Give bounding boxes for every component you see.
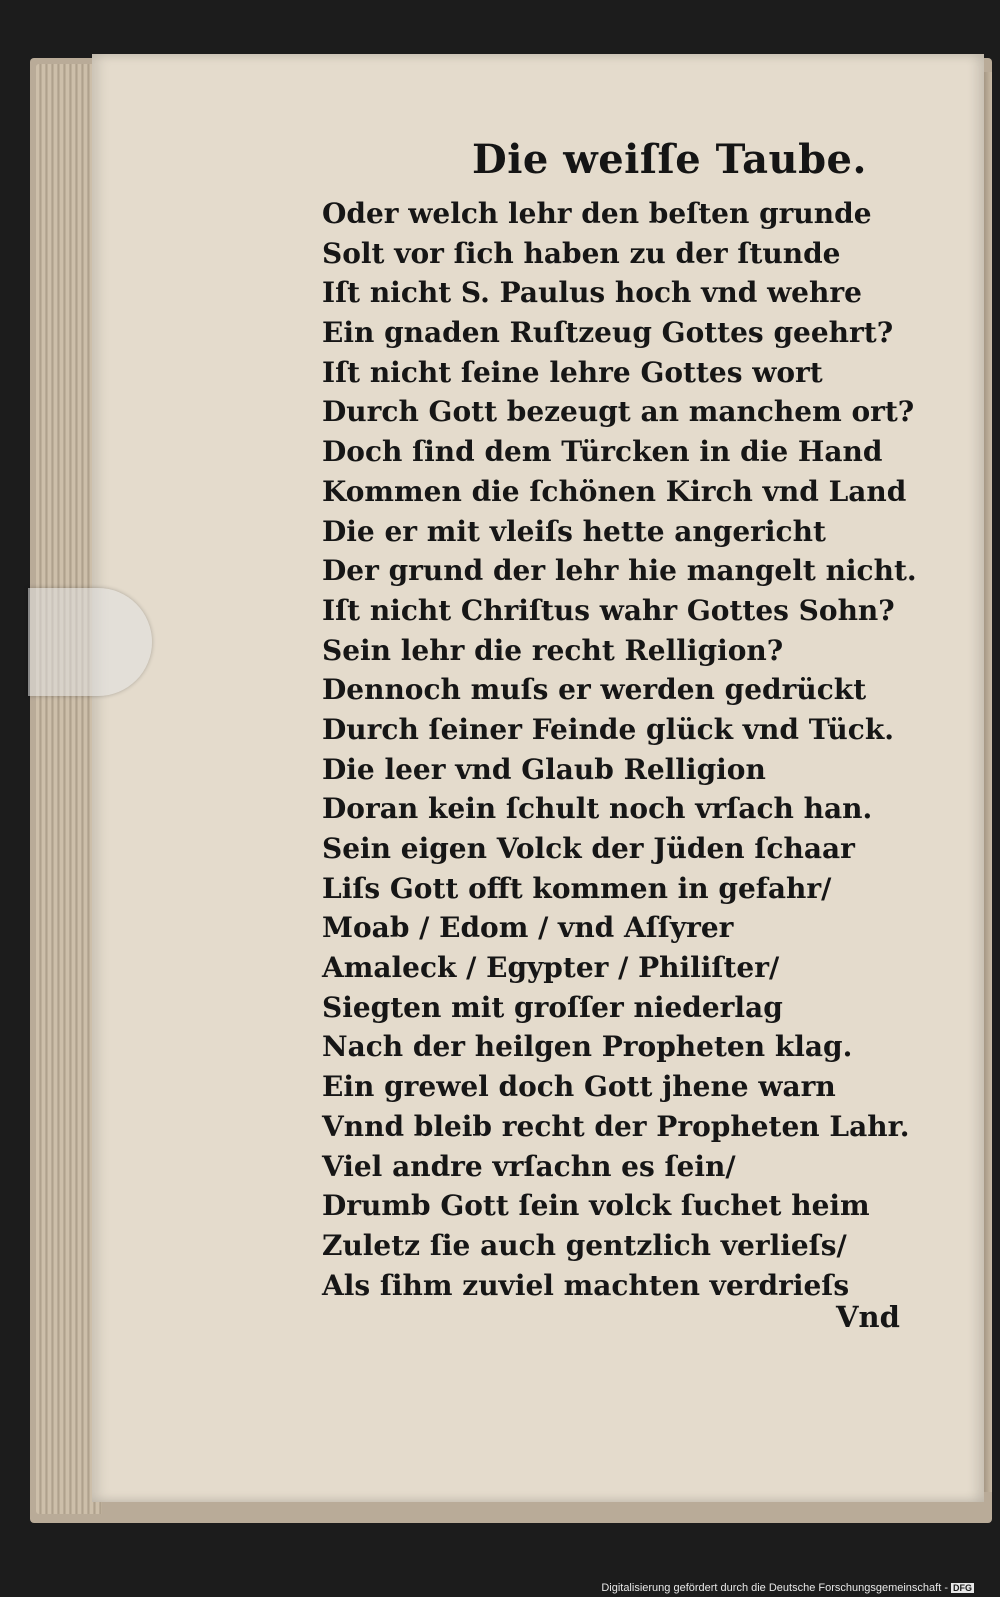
verse-text bbox=[322, 194, 917, 1305]
verse-line: Oder welch lehr den beſten grunde bbox=[322, 197, 872, 230]
verse-line: Iſt nicht S. Paulus hoch vnd wehre bbox=[322, 276, 862, 310]
funding-credit bbox=[601, 1582, 974, 1594]
verse-line: Kommen die ſchönen Kirch vnd Land bbox=[322, 474, 907, 508]
verse-line: Durch Gott bezeugt an manchem ort? bbox=[322, 395, 915, 429]
verse-line: Durch ſeiner Feinde glück vnd Tück. bbox=[322, 712, 894, 746]
verse-line: Doch ſind dem Türcken in die Hand bbox=[322, 435, 883, 469]
page-clip bbox=[28, 588, 152, 696]
running-header: Die weiſſe Taube. bbox=[472, 136, 867, 183]
funding-credit-text: Digitalisierung gefördert durch die Deutsche Forschungsgemeinschaft - bbox=[601, 1582, 948, 1594]
verse-line: Nach der heilgen Propheten klag. bbox=[322, 1030, 853, 1064]
verse-line: Die er mit vleiſs hette angericht bbox=[322, 514, 826, 548]
verse-line: Vnnd bleib recht der Propheten Lahr. bbox=[322, 1109, 910, 1143]
verse-line: Dennoch muſs er werden gedrückt bbox=[322, 673, 867, 707]
verse-line: Iſt nicht Chriſtus wahr Gottes Sohn? bbox=[322, 593, 895, 627]
verse-line: Ein grewel doch Gott jhene warn bbox=[322, 1070, 836, 1104]
verse-line: Solt vor ſich haben zu der ſtunde bbox=[322, 236, 841, 270]
dfg-logo: DFG bbox=[953, 1583, 972, 1593]
verse-line: Amaleck / Egypter / Philiſter/ bbox=[322, 951, 780, 985]
verse-line: Die leer vnd Glaub Relligion bbox=[322, 752, 766, 786]
verse-line: Sein lehr die recht Relligion? bbox=[322, 633, 784, 667]
verse-line: Sein eigen Volck der Jüden ſchaar bbox=[322, 832, 855, 865]
verse-line: Doran kein ſchult noch vrſach han. bbox=[322, 792, 873, 826]
verse-line: Ein gnaden Ruſtzeug Gottes geehrt? bbox=[322, 316, 894, 350]
verse-line: Viel andre vrſachn es ſein/ bbox=[322, 1149, 736, 1183]
catchword: Vnd bbox=[836, 1300, 900, 1334]
verse-line: Iſt nicht ſeine lehre Gottes wort bbox=[322, 355, 823, 389]
verse-line: Der grund der lehr hie mangelt nicht. bbox=[322, 554, 917, 588]
verse-line: Als ſihm zuviel machten verdrieſs bbox=[322, 1268, 850, 1302]
verse-line: Drumb Gott ſein volck ſuchet heim bbox=[322, 1189, 870, 1223]
verse-line: Moab / Edom / vnd Aſſyrer bbox=[322, 911, 734, 945]
verse-line: Liſs Gott offt kommen in gefahr/ bbox=[322, 871, 832, 905]
verse-line: Siegten mit groſſer niederlag bbox=[322, 990, 783, 1024]
verse-line: Zuletz ſie auch gentzlich verlieſs/ bbox=[322, 1228, 847, 1262]
